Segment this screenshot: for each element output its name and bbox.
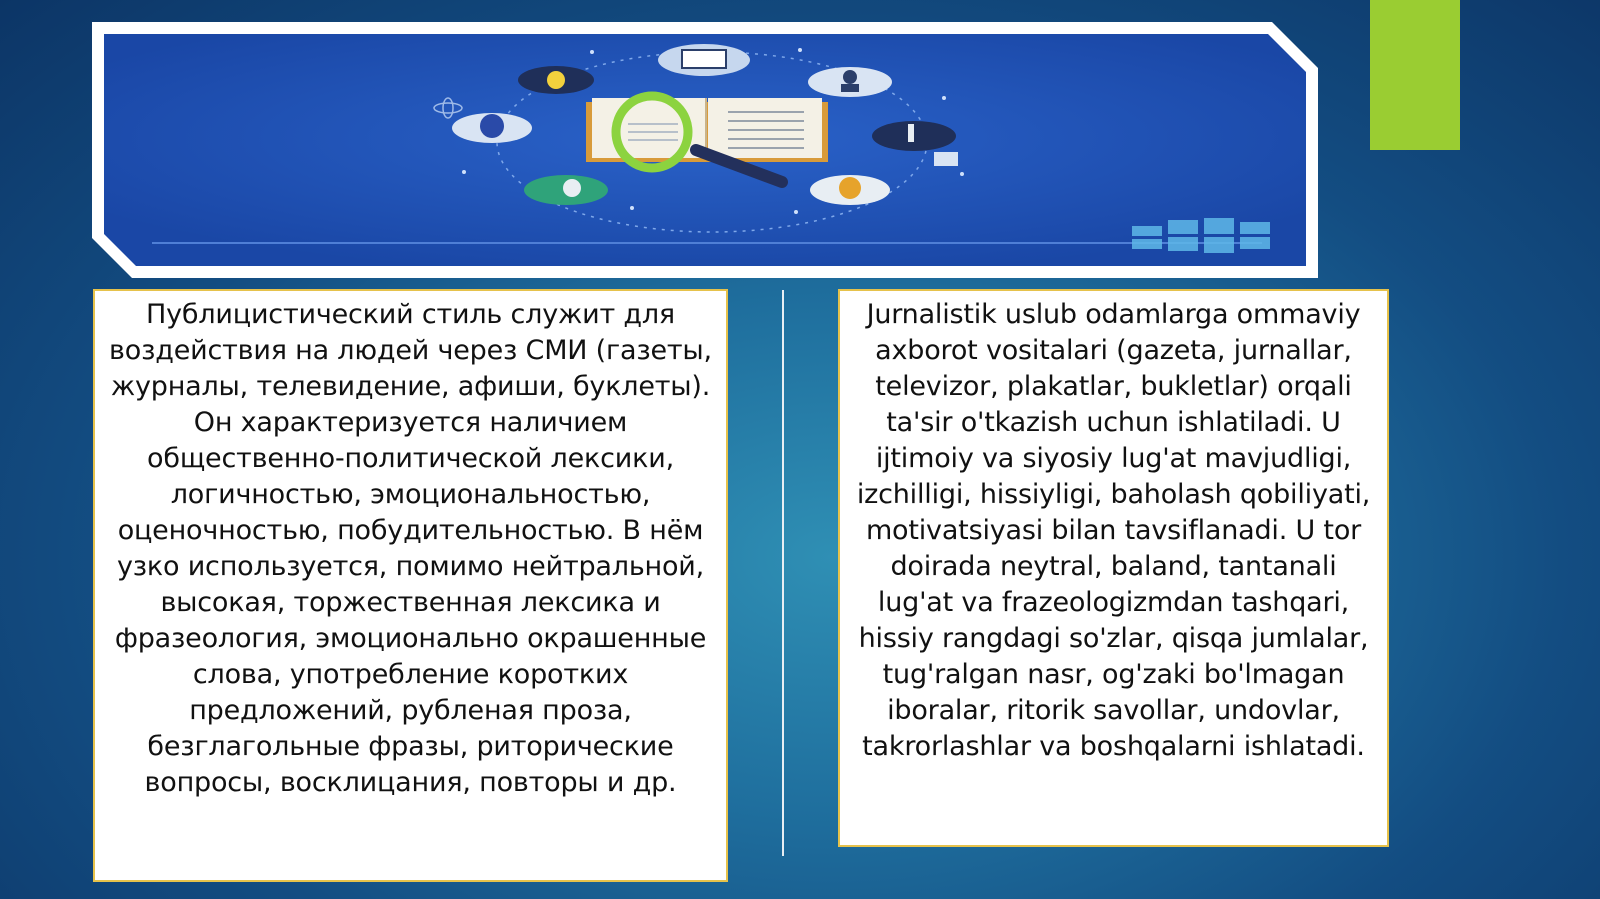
russian-paragraph: Публицистический стиль служит для воздействия на людей через СМИ (газеты, журналы, телевидение, афиши, буклеты). Он характеризуется наличием общественно-политической лексики, логичностью, эмоциональностью, оценочностью, побудительностью. В нём узко используется, помимо нейтральной, высокая, торжественная лексика и фразеология, эмоционально окрашенные слова, употребление коротких предложений, рубленая проза, безглагольные фразы, риторические вопросы, восклицания, повторы и др.: [109, 299, 712, 798]
vertical-divider: [782, 290, 784, 856]
education-banner: [92, 22, 1318, 278]
palette-icon: [524, 175, 608, 205]
green-accent-bar: [1370, 0, 1460, 150]
microscope-icon: [872, 121, 956, 151]
russian-text-box: [93, 289, 728, 882]
banner-illustration: [92, 22, 1318, 278]
basketball-icon: [810, 175, 890, 205]
globe-icon: [452, 113, 532, 143]
person-icon: [808, 67, 892, 97]
uzbek-paragraph: Jurnalistik uslub odamlarga ommaviy axborot vositalari (gazeta, jurnallar, televizor, plakatlar, bukletlar) orqali ta'sir o'tkazish uchun ishlatiladi. U ijtimoiy va siyosiy lug'at mavjudligi, izchilligi, hissiyligi, baholash qobiliyati, motivatsiyasi bilan tavsiflanadi. U tor doirada neytral, baland, tantanali lug'at va frazeologizmdan tashqari, hissiy rangdagi so'zlar, qisqa jumlalar, tug'ralgan nasr, og'zaki bo'lmagan iboralar, ritorik savollar, undovlar, takrorlashlar va boshqalarni ishlatadi.: [856, 299, 1371, 762]
uzbek-text-box: [838, 289, 1389, 847]
chart-card-icon: [934, 152, 958, 166]
monitor-icon: [658, 44, 750, 76]
flask-icon: [518, 66, 594, 94]
